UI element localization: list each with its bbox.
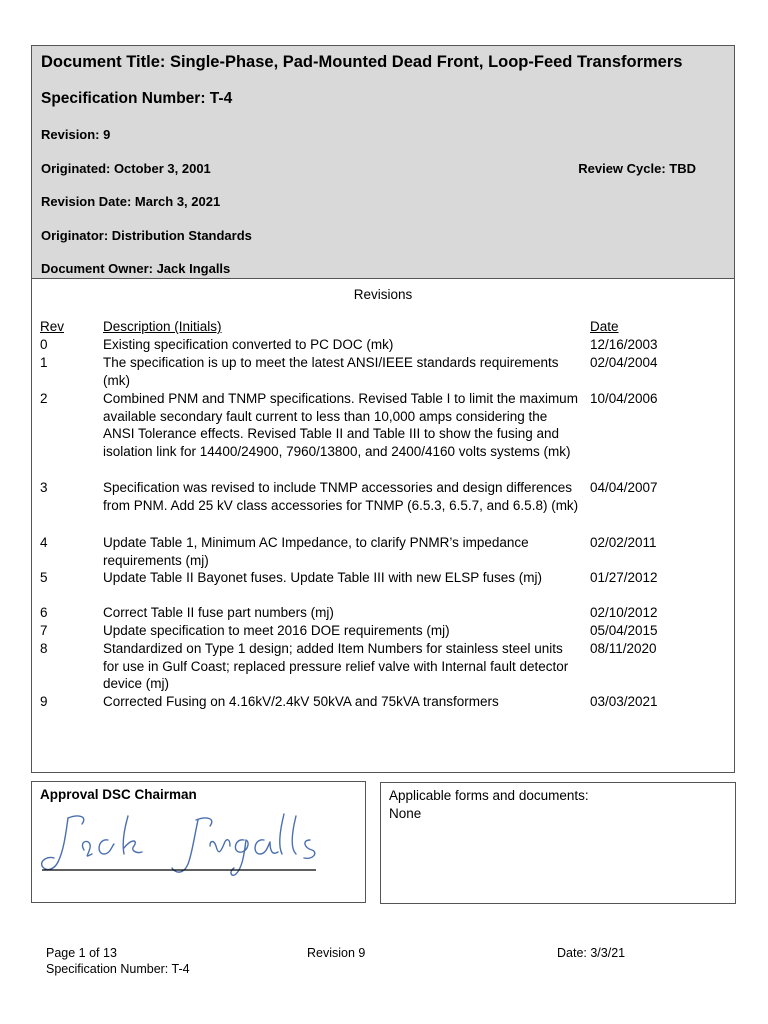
revision-date-cell: 12/16/2003 (590, 337, 658, 352)
footer-spec-number: Specification Number: T-4 (46, 962, 190, 976)
revision-number-cell: 6 (40, 605, 48, 620)
footer-revision: Revision 9 (307, 946, 366, 960)
revision-date-cell: 08/11/2020 (590, 641, 657, 656)
revision-description-cell: Combined PNM and TNMP specifications. Revised Table I to limit the maximum available secondary fault current to less than 10,000 amps considering the ANSI Tolerance effects. Revised Table II and Table III to show the fusing and isolation link for 14400/24900, 7960/13800, and 2400/4160 volts systems (mk) (103, 391, 578, 460)
revision-date-cell: 10/04/2006 (590, 391, 658, 406)
revision-description-cell: Corrected Fusing on 4.16kV/2.4kV 50kVA and 75kVA transformers (103, 694, 499, 709)
date-column-header: Date (590, 319, 619, 334)
revision-number-cell: 5 (40, 570, 48, 585)
review-cycle: Review Cycle: TBD (578, 161, 696, 176)
page-number: Page 1 of 13 (46, 946, 117, 960)
revision-number-cell: 4 (40, 535, 48, 550)
signature-image (38, 810, 328, 882)
approval-label: Approval DSC Chairman (40, 787, 197, 802)
revision-description-cell: Update Table II Bayonet fuses. Update Table III with new ELSP fuses (mj) (103, 570, 542, 585)
revision-description-cell: Standardized on Type 1 design; added Item Numbers for stainless steel units for use in Gulf Coast; replaced pressure relief valve with Internal fault detector device (mj) (103, 641, 569, 692)
revision-description-cell: Update Table 1, Minimum AC Impedance, to clarify PNMR’s impedance requirements (mj) (103, 535, 529, 568)
revision-description-cell: Specification was revised to include TNMP accessories and design differences from PNM. Add 25 kV class accessories for TNMP (6.5.3, 6.5.7, and 6.5.8) (mk) (103, 480, 579, 513)
revision-date-cell: 02/02/2011 (590, 535, 657, 550)
revision-date-cell: 03/03/2021 (590, 694, 658, 709)
revision-description-cell: The specification is up to meet the latest ANSI/IEEE standards requirements (mk) (103, 355, 559, 388)
description-column-header: Description (Initials) (103, 319, 222, 334)
revision-number-cell: 0 (40, 337, 48, 352)
revision-date: Revision Date: March 3, 2021 (41, 194, 221, 209)
originator: Originator: Distribution Standards (41, 228, 252, 243)
revision-description-cell: Update specification to meet 2016 DOE requirements (mj) (103, 623, 450, 638)
revision-number-cell: 7 (40, 623, 48, 638)
revisions-heading: Revisions (353, 287, 413, 302)
applicable-forms-value: None (389, 806, 422, 821)
revision-description-cell: Existing specification converted to PC DOC (mk) (103, 337, 394, 352)
revision-number-cell: 2 (40, 391, 48, 406)
document-owner: Document Owner: Jack Ingalls (41, 261, 231, 276)
specification-number: Specification Number: T-4 (41, 90, 233, 107)
revision-number-cell: 9 (40, 694, 48, 709)
revision-number-cell: 8 (40, 641, 48, 656)
revision-date-cell: 01/27/2012 (590, 570, 658, 585)
revision-date-cell: 02/04/2004 (590, 355, 658, 370)
footer-date: Date: 3/3/21 (557, 946, 626, 960)
revision-number-cell: 3 (40, 480, 48, 495)
rev-column-header: Rev (40, 319, 65, 334)
revision-date-cell: 05/04/2015 (590, 623, 658, 638)
revision-number: Revision: 9 (41, 127, 111, 142)
document-title: Document Title: Single-Phase, Pad-Mounted Dead Front, Loop-Feed Transformers (41, 53, 683, 71)
revision-description-cell: Correct Table II fuse part numbers (mj) (103, 605, 334, 620)
revision-date-cell: 02/10/2012 (590, 605, 658, 620)
applicable-forms-label: Applicable forms and documents: (389, 788, 589, 803)
revision-number-cell: 1 (40, 355, 48, 370)
revision-date-cell: 04/04/2007 (590, 480, 658, 495)
originated-date: Originated: October 3, 2001 (41, 161, 211, 176)
